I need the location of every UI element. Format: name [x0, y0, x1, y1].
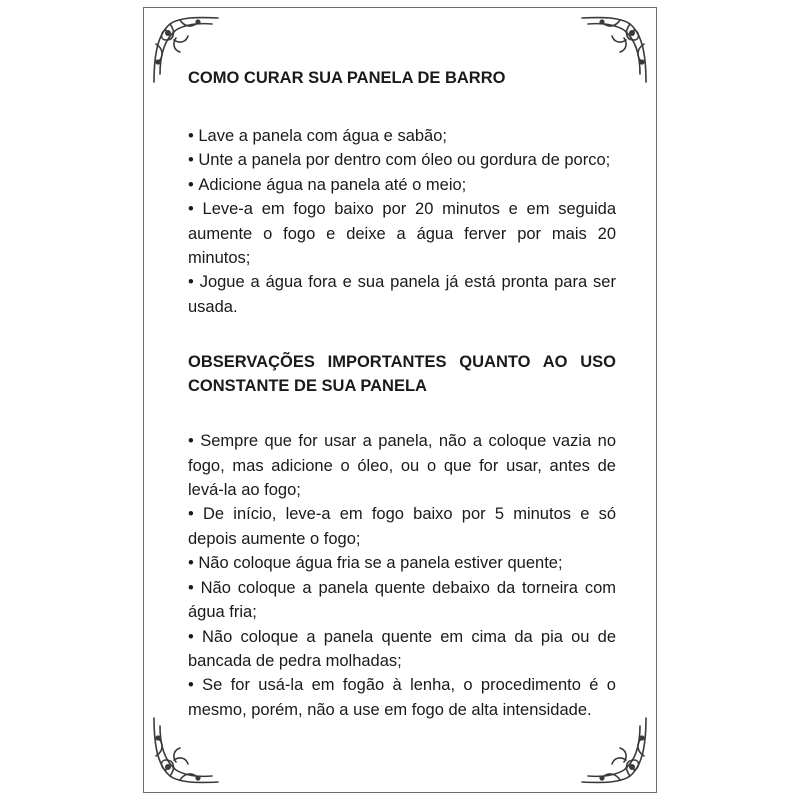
list-item: • Não coloque a panela quente debaixo da torneira com água fria;	[188, 576, 616, 625]
list-item: • De início, leve-a em fogo baixo por 5 minutos e só depois aumente o fogo;	[188, 502, 616, 551]
curing-steps-list	[188, 124, 616, 319]
list-item: • Não coloque água fria se a panela estiver quente;	[188, 551, 616, 575]
list-item: • Unte a panela por dentro com óleo ou gordura de porco;	[188, 148, 616, 172]
list-item: • Leve-a em fogo baixo por 20 minutos e em seguida aumente o fogo e deixe a água ferver por mais 20 minutos;	[188, 197, 616, 270]
section-title-observations: OBSERVAÇÕES IMPORTANTES QUANTO AO USO CONSTANTE DE SUA PANELA	[188, 353, 616, 396]
list-item: • Não coloque a panela quente em cima da pia ou de bancada de pedra molhadas;	[188, 625, 616, 674]
observations-list	[188, 429, 616, 722]
list-item: • Sempre que for usar a panela, não a coloque vazia no fogo, mas adicione o óleo, ou o que for usar, antes de levá-la ao fogo;	[188, 429, 616, 502]
list-item: • Jogue a água fora e sua panela já está pronta para ser usada.	[188, 270, 616, 319]
list-item: • Lave a panela com água e sabão;	[188, 124, 616, 148]
section-title-curing: COMO CURAR SUA PANELA DE BARRO	[188, 69, 506, 87]
list-item: • Adicione água na panela até o meio;	[188, 173, 616, 197]
instruction-card	[143, 7, 657, 793]
card-content	[188, 66, 616, 722]
list-item: • Se for usá-la em fogão à lenha, o procedimento é o mesmo, porém, não a use em fogo de alta intensidade.	[188, 673, 616, 722]
flourish-corner-icon	[578, 714, 650, 786]
flourish-corner-icon	[150, 714, 222, 786]
